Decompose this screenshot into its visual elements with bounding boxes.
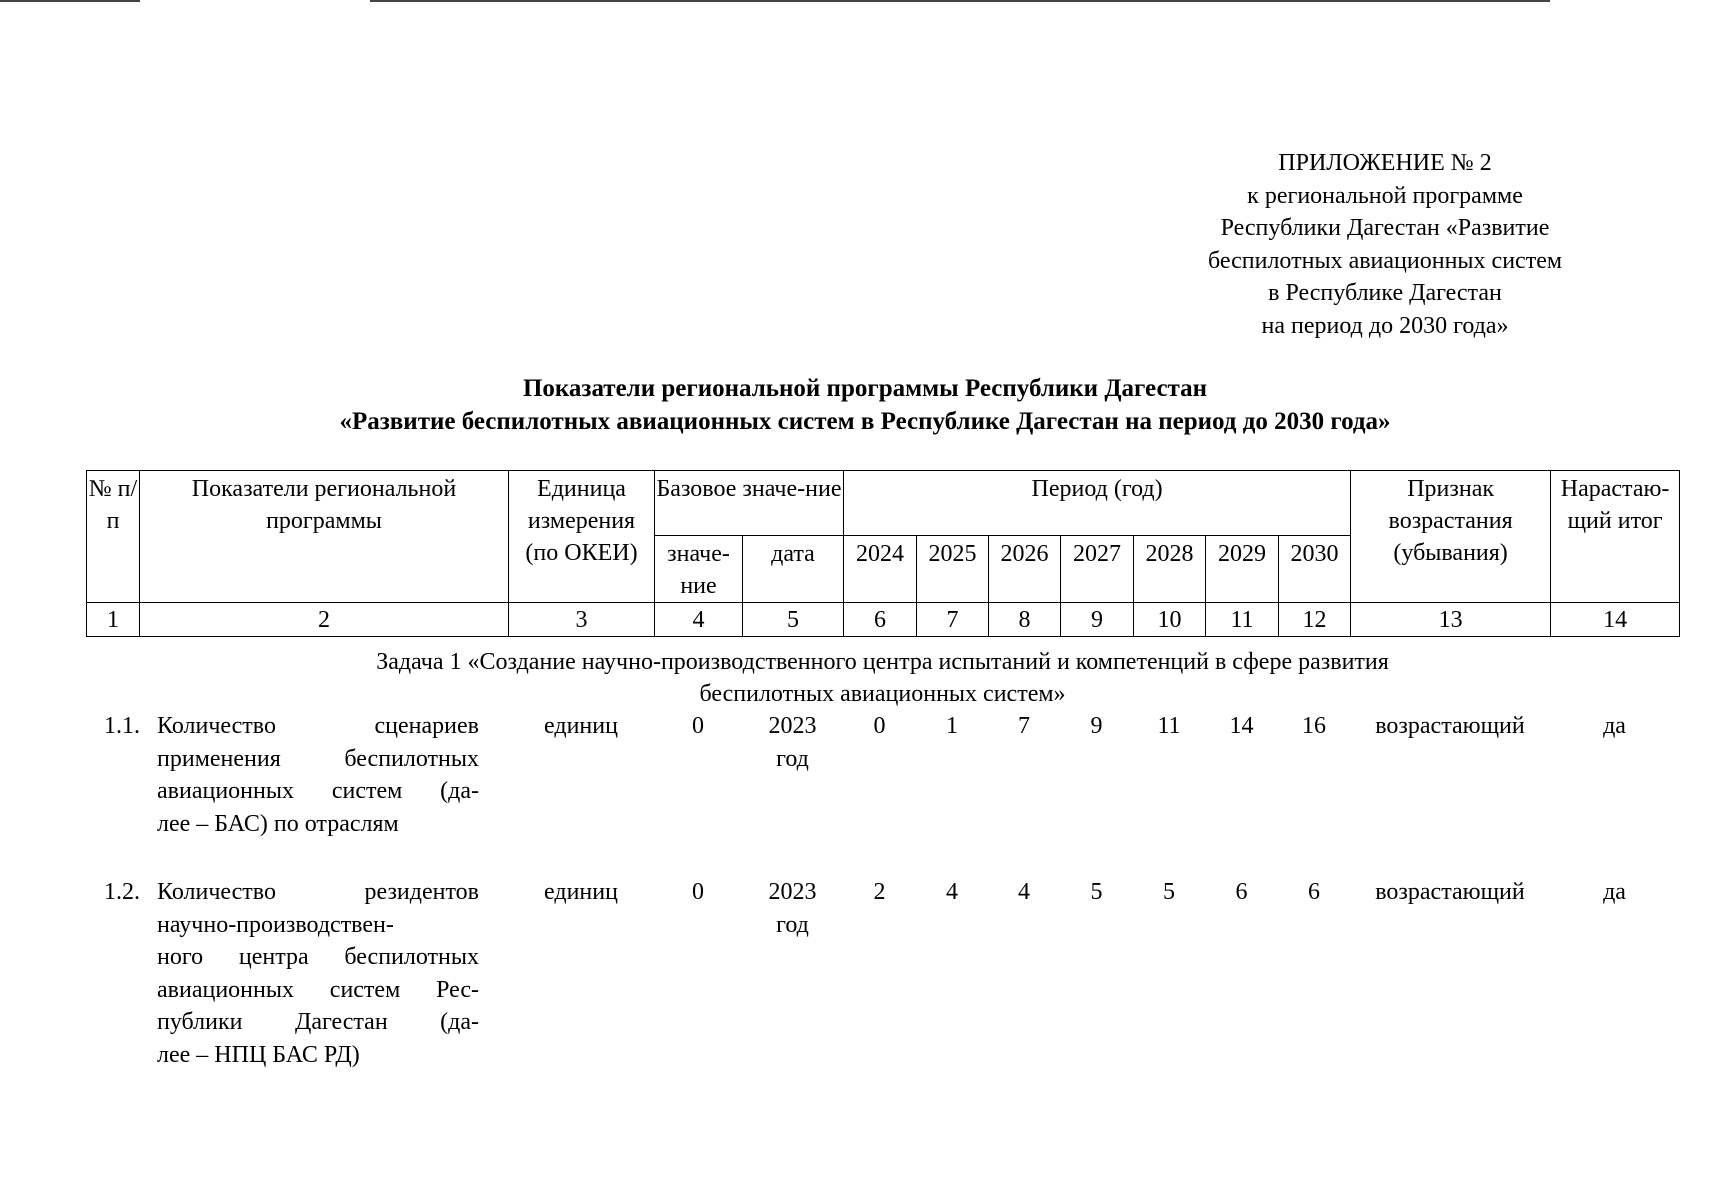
row-year-value: 9 — [1090, 713, 1103, 739]
appendix-block — [1150, 147, 1620, 342]
name-line: лее – НПЦ БАС РД) — [157, 1041, 360, 1068]
appendix-line: Республики Дагестан «Развитие — [1220, 215, 1550, 241]
task-heading — [86, 646, 1679, 710]
row-year-value: 4 — [946, 879, 958, 905]
column-number: 12 — [1279, 603, 1351, 637]
table-row — [86, 710, 1679, 850]
row-base-value: 0 — [692, 879, 704, 905]
column-number: 8 — [989, 603, 1061, 637]
column-number: 14 — [1551, 603, 1680, 637]
title-line: Показатели региональной программы Республики Дагестан — [522, 375, 1208, 402]
document-title — [200, 372, 1530, 438]
column-number: 13 — [1351, 603, 1551, 637]
header-year: 2025 — [917, 536, 989, 603]
row-year-value: 6 — [1235, 879, 1248, 905]
name-line: авиационных систем (да- — [157, 778, 479, 804]
base-date-line: год — [776, 745, 809, 772]
header-year: 2026 — [989, 536, 1061, 603]
header-base: Базовое значе-ние — [655, 471, 844, 536]
header-base-value: значе-ние — [655, 536, 743, 603]
row-sign: возрастающий — [1375, 713, 1525, 739]
row-base-date — [742, 876, 843, 941]
row-year-value: 0 — [873, 713, 886, 739]
row-cumulative: да — [1603, 879, 1626, 905]
row-year-value: 2 — [873, 879, 886, 905]
row-year-value: 11 — [1157, 713, 1181, 739]
task-line: Задача 1 «Создание научно-производственного центра испытаний и компетенций в сфере развития — [376, 649, 1389, 675]
base-date-line: год — [776, 911, 809, 938]
column-number: 4 — [655, 603, 743, 637]
header-base-date: дата — [743, 536, 844, 603]
row-year-value: 5 — [1163, 879, 1175, 905]
base-date-line: 2023 — [768, 879, 817, 905]
row-unit: единиц — [544, 879, 618, 905]
column-number: 3 — [509, 603, 655, 637]
name-line: применения беспилотных — [157, 745, 479, 772]
column-number: 6 — [844, 603, 917, 637]
header-unit: Единица измерения (по ОКЕИ) — [509, 471, 655, 603]
appendix-line: на период до 2030 года» — [1261, 312, 1509, 339]
row-indicator-name — [157, 876, 479, 1071]
row-year-value: 1 — [946, 713, 958, 739]
row-base-date — [742, 710, 843, 775]
scan-edge-gap — [1550, 0, 1713, 2]
header-year: 2024 — [844, 536, 917, 603]
column-number: 9 — [1061, 603, 1134, 637]
name-line: лее – БАС) по отраслям — [157, 810, 399, 837]
header-year: 2029 — [1206, 536, 1279, 603]
header-period: Период (год) — [844, 471, 1351, 536]
header-year: 2028 — [1134, 536, 1206, 603]
table-row — [86, 876, 1679, 1076]
row-indicator-name — [157, 710, 479, 840]
task-line: беспилотных авиационных систем» — [699, 681, 1066, 707]
column-number: 5 — [743, 603, 844, 637]
row-year-value: 16 — [1302, 713, 1326, 739]
row-sign: возрастающий — [1375, 879, 1525, 905]
row-year-value: 6 — [1308, 879, 1320, 905]
header-num: № п/п — [87, 471, 140, 603]
column-number: 10 — [1134, 603, 1206, 637]
row-year-value: 7 — [1018, 713, 1030, 739]
header-sign: Признак возрастания (убывания) — [1351, 471, 1551, 603]
name-line: Количество резидентов — [157, 879, 479, 905]
title-line: «Развитие беспилотных авиационных систем в Республике Дагестан на период до 2030 года» — [339, 408, 1391, 435]
base-date-line: 2023 — [768, 713, 817, 739]
name-line: ного центра беспилотных — [157, 944, 479, 970]
row-year-value: 5 — [1090, 879, 1103, 905]
column-number: 2 — [140, 603, 509, 637]
header-year: 2027 — [1061, 536, 1134, 603]
row-base-value: 0 — [692, 713, 704, 739]
appendix-line: ПРИЛОЖЕНИЕ № 2 — [1278, 150, 1492, 176]
column-number: 11 — [1206, 603, 1279, 637]
row-cumulative: да — [1603, 713, 1626, 739]
appendix-line: в Республике Дагестан — [1268, 280, 1502, 306]
row-year-value: 4 — [1018, 879, 1030, 905]
name-line: авиационных систем Рес- — [157, 976, 479, 1003]
indicators-table-header — [86, 470, 1680, 637]
name-line: Количество сценариев — [157, 713, 479, 739]
name-line: научно-производствен- — [157, 911, 394, 938]
scan-edge-gap — [140, 0, 370, 2]
appendix-line: к региональной программе — [1247, 182, 1523, 209]
header-indicator: Показатели региональной программы — [140, 471, 509, 603]
name-line: публики Дагестан (да- — [157, 1009, 479, 1035]
header-year: 2030 — [1279, 536, 1351, 603]
row-number: 1.2. — [104, 879, 140, 905]
row-unit: единиц — [544, 713, 618, 739]
column-number: 1 — [87, 603, 140, 637]
header-cumulative: Нарастаю-щий итог — [1551, 471, 1680, 603]
row-year-value: 14 — [1229, 713, 1254, 739]
appendix-line: беспилотных авиационных систем — [1207, 247, 1563, 274]
row-number: 1.1. — [104, 713, 140, 739]
column-number: 7 — [917, 603, 989, 637]
